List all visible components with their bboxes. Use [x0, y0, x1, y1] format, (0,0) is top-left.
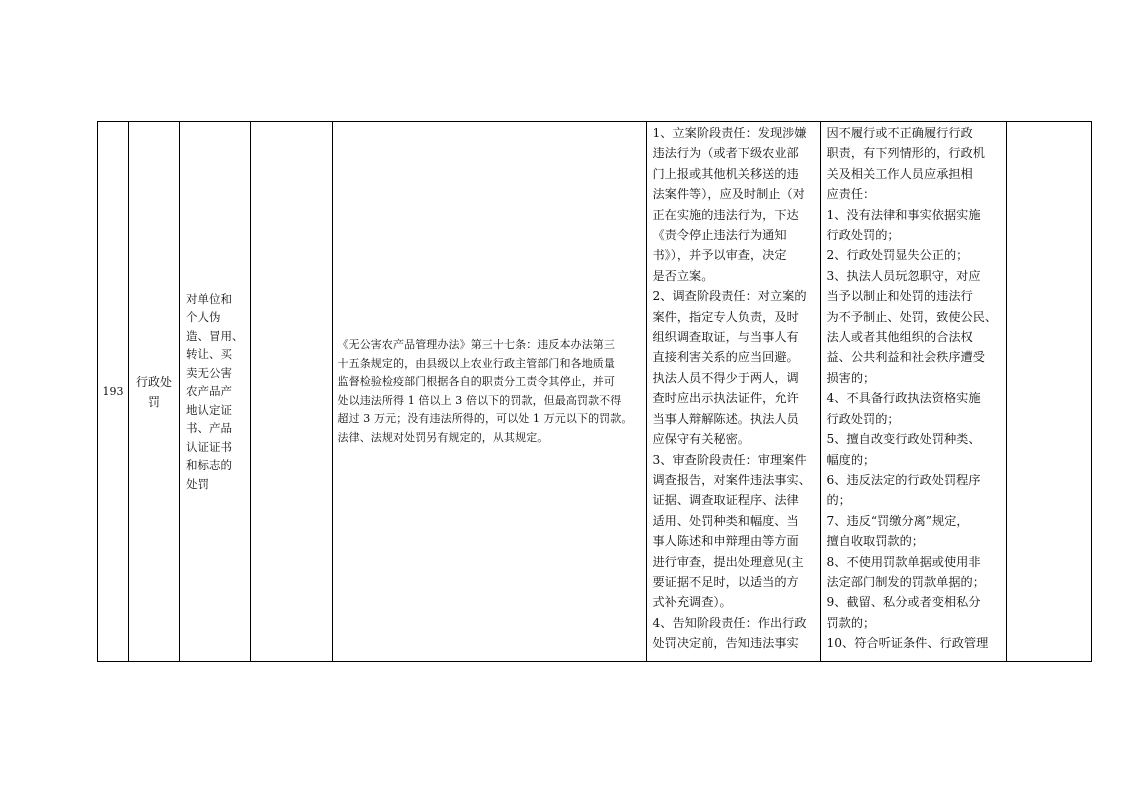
table-row: [98, 122, 1092, 662]
power-list-table: [97, 121, 1092, 662]
accountability-line: 职责，有下列情形的，行政机: [826, 146, 985, 161]
legal-basis-line: 处以违法所得 1 倍以上 3 倍以下的罚款，但最高罚款不得: [337, 393, 622, 407]
responsibility-line: 案件，指定专人负责，及时: [652, 309, 799, 324]
responsibility-line: 适用、处罚种类和幅度、当: [652, 513, 799, 528]
accountability-line: 7、违反“罚缴分离”规定，: [826, 513, 969, 528]
responsibility-line: 处罚决定前，告知违法事实: [652, 636, 799, 651]
item-name-line: 和标志的: [186, 458, 232, 473]
row-number: 193: [102, 385, 124, 398]
item-name-line: 转让、买: [186, 347, 232, 362]
responsibility-line: 直接利害关系的应当回避。: [652, 350, 799, 365]
responsibility-line: 1、立案阶段责任：发现涉嫌: [652, 126, 807, 140]
responsibility-line: 正在实施的违法行为，下达: [652, 207, 799, 222]
accountability-line: 法定部门制发的罚款单据的；: [826, 574, 985, 589]
responsibility-cell: [646, 122, 820, 662]
accountability-line: 益、公共利益和社会秩序遭受: [826, 350, 985, 365]
item-name-line: 农产品产: [186, 384, 232, 399]
accountability-line: 擅自收取罚款的；: [826, 534, 924, 549]
item-name-line: 地认定证: [186, 402, 232, 417]
accountability-line: 罚款的；: [826, 615, 876, 630]
item-name-cell: [180, 122, 251, 662]
legal-basis-cell: [332, 122, 646, 662]
accountability-line: 行政处罚的；: [826, 411, 900, 426]
legal-basis-line: 超过 3 万元；没有违法所得的，可以处 1 万元以下的罚款。: [337, 412, 633, 425]
accountability-line: 应责任：: [826, 187, 876, 202]
accountability-line: 当予以制止和处罚的违法行: [826, 289, 973, 304]
responsibility-line: 书》），并予以审查，决定: [652, 248, 787, 263]
item-name-line: 卖无公害: [186, 365, 232, 380]
accountability-line: 损害的；: [826, 370, 876, 385]
legal-basis-line: 法律、法规对处罚另有规定的，从其规定。: [337, 430, 549, 444]
responsibility-line: 事人陈述和申辩理由等方面: [652, 534, 799, 549]
accountability-line: 3、执法人员玩忽职守，对应: [826, 268, 981, 283]
subitem-cell: [250, 122, 332, 662]
row-number-cell: [98, 122, 129, 662]
responsibility-line: 违法行为（或者下级农业部: [652, 146, 799, 161]
power-category-line: 行政处: [135, 374, 172, 389]
power-category-cell: [129, 122, 180, 662]
responsibility-line: 4、告知阶段责任：作出行政: [652, 615, 807, 630]
legal-basis-line: 监督检验检疫部门根据各自的职责分工责令其停止，并可: [337, 375, 615, 388]
responsibility-line: 门上报或其他机关移送的违: [652, 166, 799, 181]
item-name-line: 对单位和: [186, 291, 232, 306]
responsibility-line: 式补充调查）。: [652, 595, 732, 610]
accountability-line: 5、擅自改变行政处罚种类、: [826, 432, 981, 447]
responsibility-line: 执法人员不得少于两人，调: [652, 370, 799, 385]
remarks-cell: [1006, 122, 1091, 662]
responsibility-line: 查时应出示执法证件，允许: [652, 391, 799, 406]
legal-basis-line: 《无公害农产品管理办法》第三十七条：违反本办法第三: [337, 338, 615, 351]
responsibility-line: 组织调查取证，与当事人有: [652, 330, 799, 345]
item-name-line: 书、产品: [186, 421, 232, 436]
responsibility-line: 证据、调查取证程序、法律: [652, 493, 799, 508]
accountability-line: 的；: [826, 493, 851, 508]
responsibility-line: 进行审查，提出处理意见(主: [652, 554, 804, 569]
responsibility-line: 2、调查阶段责任：对立案的: [652, 289, 807, 304]
item-name-line: 认证证书: [186, 439, 232, 454]
responsibility-line: 要证据不足时，以适当的方: [652, 574, 799, 589]
accountability-line: 因不履行或不正确履行行政: [826, 126, 973, 140]
responsibility-line: 法案件等），应及时制止（对: [652, 187, 805, 202]
accountability-line: 2、行政处罚显失公正的；: [826, 248, 969, 263]
power-category-line: 罚: [147, 394, 160, 409]
accountability-line: 1、没有法律和事实依据实施: [826, 207, 981, 222]
item-name-line: 个人伪: [186, 310, 221, 325]
item-name-line: 造、冒用、: [186, 328, 244, 343]
accountability-line: 4、不具备行政执法资格实施: [826, 391, 981, 406]
accountability-line: 幅度的；: [826, 452, 876, 467]
responsibility-line: 是否立案。: [652, 268, 714, 283]
responsibility-line: 3、审查阶段责任：审理案件: [652, 452, 807, 467]
responsibility-line: 当事人辩解陈述。执法人员: [652, 411, 799, 426]
legal-basis-line: 十五条规定的，由县级以上农业行政主管部门和各地质量: [337, 356, 615, 370]
accountability-cell: [820, 122, 1006, 662]
accountability-line: 行政处罚的；: [826, 228, 900, 243]
accountability-line: 10、符合听证条件、行政管理: [826, 636, 989, 651]
responsibility-line: 《责令停止违法行为通知: [652, 228, 787, 243]
accountability-line: 8、不使用罚款单据或使用非: [826, 554, 981, 569]
item-name-line: 处罚: [186, 476, 209, 491]
accountability-line: 6、违反法定的行政处罚程序: [826, 472, 981, 487]
responsibility-line: 调查报告，对案件违法事实、: [652, 472, 811, 487]
responsibility-line: 应保守有关秘密。: [652, 432, 750, 447]
accountability-line: 9、截留、私分或者变相私分: [826, 595, 981, 610]
accountability-line: 法人或者其他组织的合法权: [826, 330, 973, 345]
accountability-line: 关及相关工作人员应承担相: [826, 166, 973, 181]
accountability-line: 为不予制止、处罚，致使公民、: [826, 309, 998, 324]
